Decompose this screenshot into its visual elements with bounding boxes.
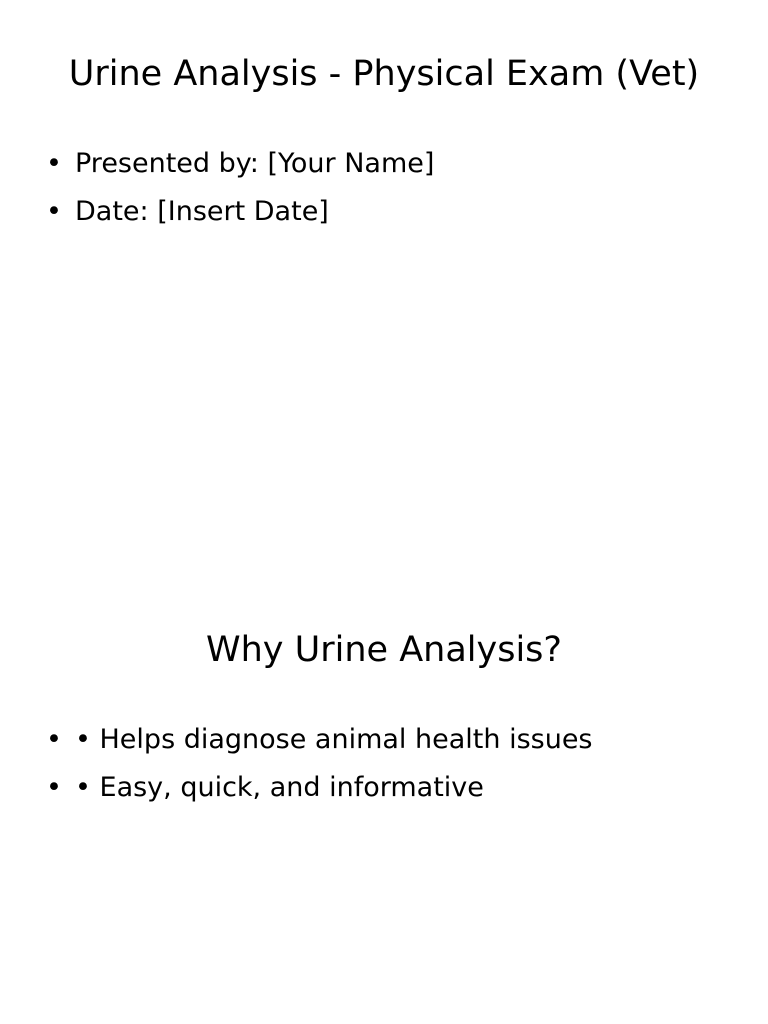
list-item <box>46 140 434 188</box>
bullet-icon: • <box>46 772 62 803</box>
bullet-text: Date: [Insert Date] <box>75 196 329 227</box>
slide-title: Urine Analysis - Physical Exam (Vet) <box>68 54 700 94</box>
bullet-list <box>46 140 434 236</box>
bullet-text: Presented by: [Your Name] <box>75 148 435 179</box>
slide-title: Why Urine Analysis? <box>206 630 562 670</box>
bullet-icon: • <box>46 196 62 227</box>
bullet-icon: • <box>46 148 62 179</box>
bullet-text: • Helps diagnose animal health issues <box>75 724 593 755</box>
bullet-icon: • <box>46 724 62 755</box>
list-item <box>46 188 434 236</box>
list-item <box>46 716 593 764</box>
bullet-text: • Easy, quick, and informative <box>75 772 484 803</box>
list-item <box>46 764 593 812</box>
slide-2 <box>0 576 768 1024</box>
bullet-list <box>46 716 593 812</box>
